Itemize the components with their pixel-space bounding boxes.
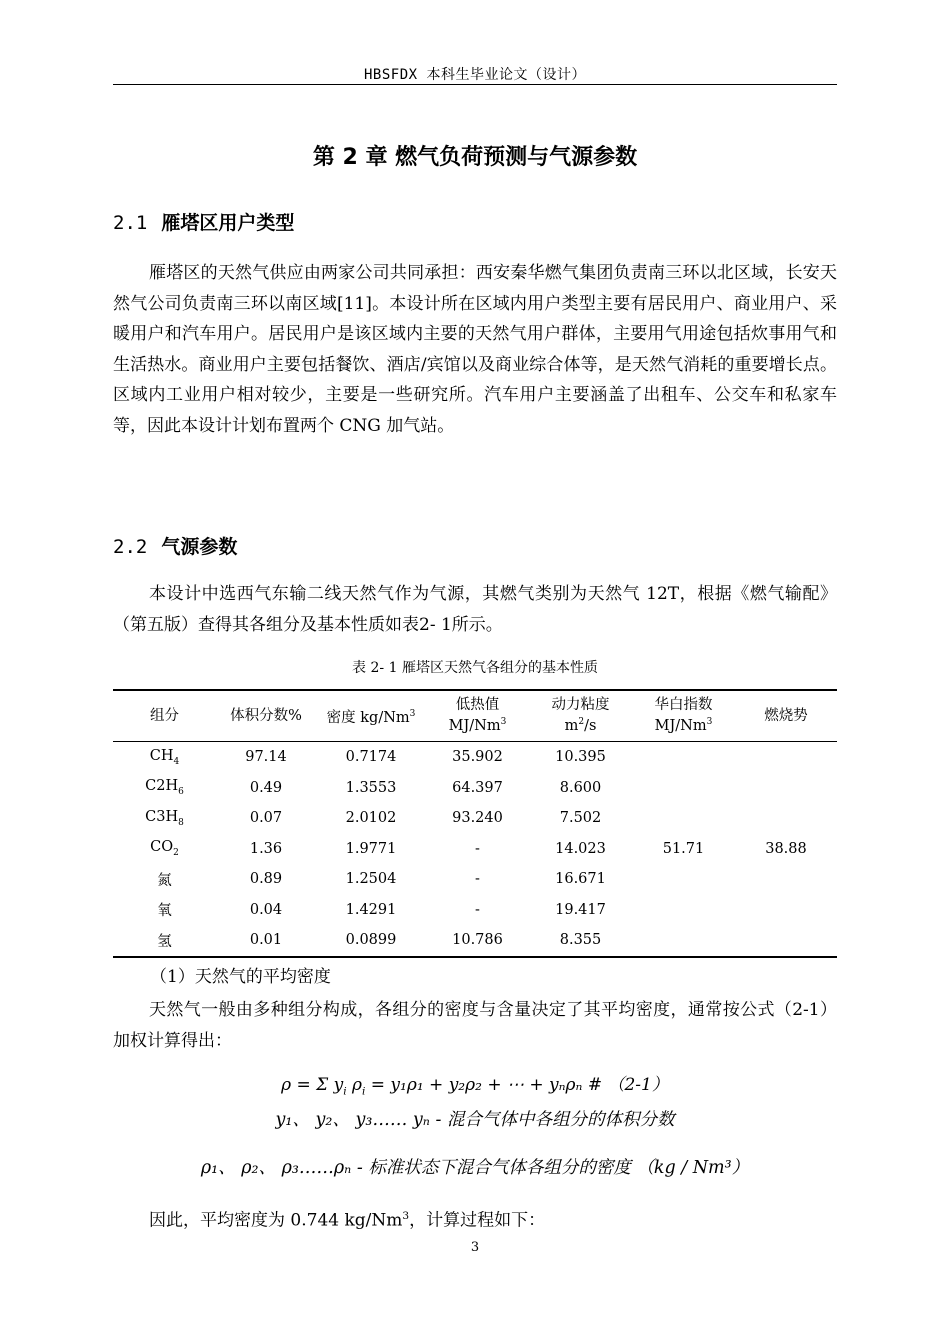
- cell-volume: 0.07: [249, 810, 283, 827]
- cell-density: 2.0102: [345, 810, 397, 827]
- cell-viscosity: 8.355: [559, 932, 602, 949]
- header-dynamic-viscosity: 动力粘度 $m^2/s$: [529, 690, 632, 742]
- cell-wobbe-index: 51.71: [662, 840, 705, 857]
- section-number: 2.1: [113, 212, 148, 234]
- header-wobbe-index: 华白指数 MJ/Nm$^3$: [632, 690, 735, 742]
- cell-component: $C2H_6$: [145, 778, 184, 798]
- cell-combustion-potential: 38.88: [765, 840, 807, 857]
- cell-volume: 0.01: [249, 932, 283, 949]
- table-header-row: [113, 690, 837, 742]
- cell-density: 1.2504: [345, 871, 397, 888]
- cell-lhv: -: [475, 871, 480, 888]
- header-component: 组分: [113, 690, 216, 742]
- header-density: 密度 kg/Nm$^3$: [316, 690, 426, 742]
- formula-y-definition: y₁、 y₂、 y₃…… yₙ - 混合气体中各组分的体积分数: [275, 1110, 675, 1130]
- section-title: 雁塔区用户类型: [161, 212, 295, 234]
- table-row: [113, 742, 837, 773]
- section-heading-2-2: [113, 532, 237, 559]
- cell-volume: 0.89: [249, 871, 283, 888]
- header-rule: [113, 84, 837, 85]
- cell-density: 0.7174: [345, 749, 397, 766]
- formula-2-1: ρ = Σ $y_i$ $\rho_i = y_1\rho_1 + y_2\rho_2$ + ⋯ + yₙρₙ # （2-1）: [281, 1075, 669, 1098]
- section-title: 气源参数: [161, 536, 238, 558]
- cell-lhv: -: [475, 840, 480, 857]
- cell-lhv: -: [475, 901, 480, 918]
- gas-properties-table: [113, 689, 837, 958]
- section-number: 2.2: [113, 536, 148, 558]
- cell-viscosity: 8.600: [559, 779, 602, 796]
- cell-viscosity: 19.417: [555, 901, 606, 918]
- cell-viscosity: 10.395: [555, 749, 606, 766]
- header-lower-heating-value: 低热值 MJ/Nm$^3$: [426, 690, 529, 742]
- header-volume-fraction: 体积分数%: [216, 690, 316, 742]
- cell-viscosity: 7.502: [559, 810, 602, 827]
- cell-component: 氢: [157, 933, 172, 950]
- cell-viscosity: 14.023: [555, 840, 606, 857]
- cell-lhv: 64.397: [452, 779, 503, 796]
- cell-component: $CO_2$: [150, 839, 179, 859]
- cell-lhv: 93.240: [452, 810, 503, 827]
- cell-component: 氮: [157, 872, 172, 889]
- cell-volume: 0.49: [249, 779, 283, 796]
- paragraph-result: 因此，平均密度为 0.744 kg/Nm$^3$，计算过程如下：: [149, 1210, 546, 1231]
- header-combustion-potential: 燃烧势: [735, 690, 837, 742]
- cell-density: 1.3553: [345, 779, 397, 796]
- section-heading-2-1: [113, 208, 294, 235]
- table-caption: 表 2- 1 雁塔区天然气各组分的基本性质: [352, 660, 598, 676]
- cell-volume: 97.14: [245, 749, 287, 766]
- cell-volume: 0.04: [249, 901, 283, 918]
- cell-lhv: 10.786: [452, 932, 503, 949]
- page-header: HBSFDX 本科生毕业论文（设计）: [363, 67, 586, 83]
- paragraph-gas-source: 本设计中选西气东输二线天然气作为气源，其燃气类别为天然气 12T，根据《燃气输配》（第五版）查得其各组分及基本性质如表2- 1所示。: [113, 584, 837, 635]
- cell-component: $CH_4$: [149, 747, 180, 767]
- cell-component: 氧: [157, 903, 172, 920]
- cell-lhv: 35.902: [452, 749, 503, 766]
- chapter-title: 第 2 章 燃气负荷预测与气源参数: [312, 145, 638, 170]
- cell-component: $C3H_8$: [145, 808, 184, 828]
- page-number: 3: [470, 1240, 480, 1255]
- cell-density: 1.4291: [345, 901, 397, 918]
- paragraph-density-intro: 天然气一般由多种组分构成，各组分的密度与含量决定了其平均密度，通常按公式（2-1）加权计算得出：: [113, 1000, 837, 1051]
- cell-density: 1.9771: [345, 840, 397, 857]
- paragraph-user-types: 雁塔区的天然气供应由两家公司共同承担：西安秦华燃气集团负责南三环以北区域，长安天然气公司负责南三环以南区域[11]。本设计所在区域内用户类型主要有居民用户、商业用户、采暖用户和汽车用户。居民用户是该区域内主要的天然气用户群体，主要用气用途包括炊事用气和生活热水。商业用户主要包括餐饮、酒店/宾馆以及商业综合体等，是天然气消耗的重要增长点。区域内工业用户相对较少，主要是一些研究所。汽车用户主要涵盖了出租车、公交车和私家车等，因此本设计计划布置两个 CNG 加气站。: [113, 263, 837, 436]
- cell-volume: 1.36: [249, 840, 283, 857]
- list-item-average-density: （1）天然气的平均密度: [150, 967, 331, 987]
- cell-density: 0.0899: [345, 932, 397, 949]
- formula-rho-definition: ρ₁、 ρ₂、 ρ₃……ρₙ - 标准状态下混合气体各组分的密度 （kg / Nm³）: [200, 1158, 750, 1178]
- cell-viscosity: 16.671: [555, 871, 606, 888]
